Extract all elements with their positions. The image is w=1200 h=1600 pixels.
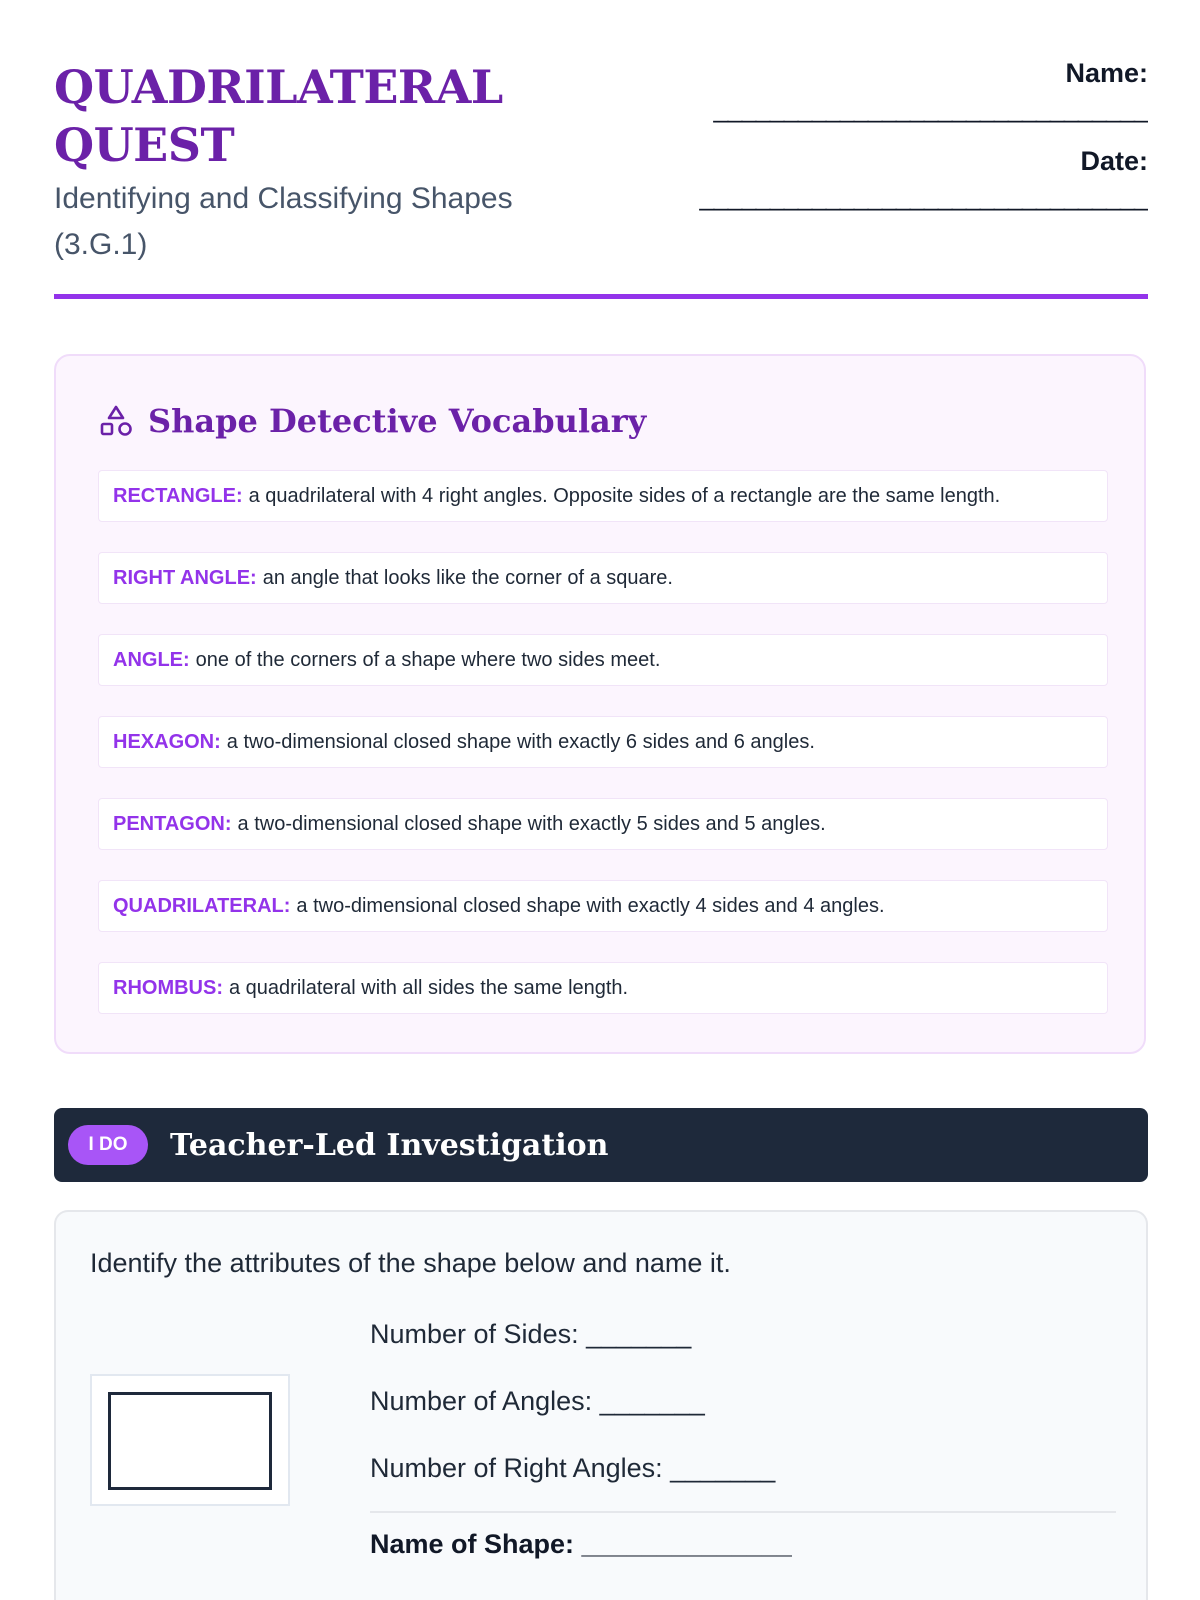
page-subtitle: Identifying and Classifying Shapes (3.G.1) <box>54 182 513 261</box>
name-date-block <box>678 58 1148 212</box>
vocab-definition: a quadrilateral with 4 right angles. Opposite sides of a rectangle are the same length. <box>248 484 1001 507</box>
section-title: Teacher-Led Investigation <box>170 1127 609 1163</box>
vocab-term: QUADRILATERAL: <box>113 894 291 917</box>
date-label: Date: <box>1080 146 1148 176</box>
rectangle-shape <box>108 1392 272 1490</box>
vocab-item-angle <box>98 634 1108 686</box>
question-divider <box>370 1511 1116 1513</box>
page-title: QUADRILATERAL QUEST <box>54 60 503 172</box>
activity-instruction: Identify the attributes of the shape below and name it. <box>90 1248 731 1278</box>
vocab-definition: a two-dimensional closed shape with exactly 6 sides and 6 angles. <box>226 730 815 753</box>
angles-question[interactable]: Number of Angles: _______ <box>370 1386 705 1416</box>
vocab-term: HEXAGON: <box>113 730 221 753</box>
date-blank[interactable]: ________________________________ <box>699 181 1148 211</box>
shape-name-question[interactable]: Name of Shape: ______________ <box>370 1529 792 1559</box>
vocabulary-heading <box>98 398 646 444</box>
vocab-term: RIGHT ANGLE: <box>113 566 257 589</box>
header-divider <box>54 294 1148 299</box>
activity-card <box>54 1210 1148 1600</box>
attribute-questions <box>370 1316 1116 1560</box>
shapes-icon <box>98 403 134 439</box>
sides-question[interactable]: Number of Sides: _______ <box>370 1319 692 1349</box>
vocab-definition: a two-dimensional closed shape with exactly 4 sides and 4 angles. <box>296 894 885 917</box>
vocab-item-pentagon <box>98 798 1108 850</box>
i-do-badge: I DO <box>68 1125 148 1165</box>
vocab-term: RECTANGLE: <box>113 484 243 507</box>
vocab-definition: an angle that looks like the corner of a square. <box>262 566 673 589</box>
vocab-definition: a two-dimensional closed shape with exactly 5 sides and 5 angles. <box>237 812 826 835</box>
name-blank[interactable]: _______________________________ <box>713 93 1148 123</box>
vocab-item-right-angle <box>98 552 1108 604</box>
vocab-term: ANGLE: <box>113 648 190 671</box>
section-header-bar <box>54 1108 1148 1182</box>
vocabulary-list <box>98 470 1108 1044</box>
vocab-term: RHOMBUS: <box>113 976 223 999</box>
vocab-definition: a quadrilateral with all sides the same length. <box>229 976 629 999</box>
name-label: Name: <box>1065 58 1148 88</box>
vocab-definition: one of the corners of a shape where two sides meet. <box>195 648 661 671</box>
vocab-item-quadrilateral <box>98 880 1108 932</box>
header <box>54 58 1148 300</box>
vocabulary-title: Shape Detective Vocabulary <box>148 402 647 440</box>
vocab-item-hexagon <box>98 716 1108 768</box>
vocab-item-rectangle <box>98 470 1108 522</box>
shape-figure <box>90 1374 290 1506</box>
vocab-item-rhombus <box>98 962 1108 1014</box>
vocab-term: PENTAGON: <box>113 812 232 835</box>
right-angles-question[interactable]: Number of Right Angles: _______ <box>370 1453 776 1483</box>
vocabulary-card <box>54 354 1146 1054</box>
